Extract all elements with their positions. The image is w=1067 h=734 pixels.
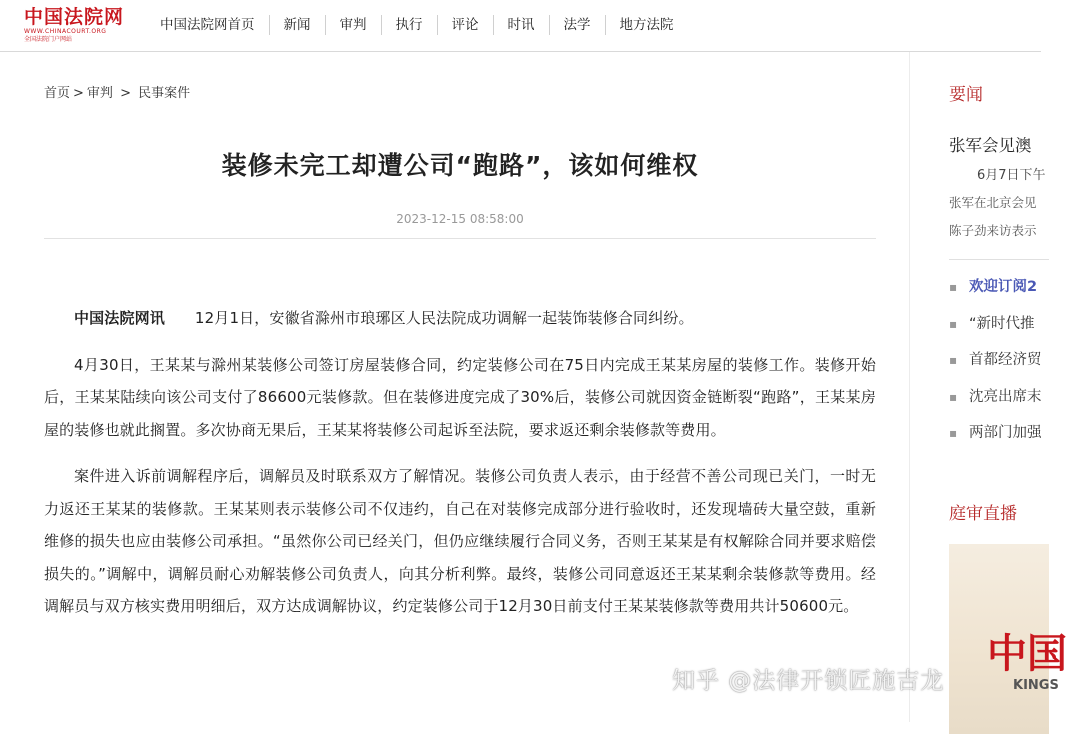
sidebar-news-item-label: 欢迎订阅2	[969, 279, 1038, 295]
article-paragraph: 4月30日，王某某与滁州某装修公司签订房屋装修合同，约定装修公司在75日内完成王某某房屋的装修工作。装修开始后，王某某陆续向该公司支付了86600元装修款。但在装修进度完成了30%后，装修公司就因资金链断裂“跑路”，王某某房屋的装修也就此搁置。多次协商无果后，王某某将装修公司起诉至法院，要求返还剩余装修款等费用。	[44, 355, 876, 439]
site-logo[interactable]	[24, 6, 125, 46]
logo-url: WWW.CHINACOURT.ORG	[24, 28, 107, 35]
live-banner-text: 中国	[987, 630, 1067, 677]
breadcrumb-separator: >	[115, 86, 131, 101]
title-divider	[44, 238, 876, 239]
main-nav	[146, 15, 688, 35]
zhihu-watermark: 知乎 @法律开锁匠施吉龙	[672, 668, 945, 694]
breadcrumb-trial[interactable]: 审判	[86, 86, 113, 101]
nav-item-commentary[interactable]: 评论	[437, 15, 493, 35]
bullet-icon: ▪	[949, 389, 958, 404]
article-date: 2023-12-15 08:58:00	[396, 212, 524, 226]
breadcrumb	[44, 82, 190, 101]
sidebar-news-item[interactable]	[949, 349, 1042, 386]
sidebar-headline[interactable]: 张军会见澳	[949, 136, 1032, 155]
article-title: 装修未完工却遭公司“跑路”，该如何维权	[221, 151, 699, 180]
sidebar-headline-summary: 陈子劲来访表示	[949, 223, 1037, 238]
logo-title: 中国法院网	[24, 6, 125, 28]
nav-item-trial[interactable]: 审判	[325, 15, 381, 35]
sidebar-live-title: 庭审直播	[949, 504, 1017, 524]
sidebar-news-item-label: 首都经济贸	[969, 352, 1042, 368]
article-source: 中国法院网讯	[74, 309, 165, 327]
nav-item-current-news[interactable]: 时讯	[493, 15, 549, 35]
sidebar-headline-time: 6月7日下午	[977, 168, 1046, 183]
article-container	[44, 52, 876, 722]
breadcrumb-separator: >	[73, 86, 84, 101]
bullet-icon: ▪	[949, 316, 958, 331]
nav-item-local-courts[interactable]: 地方法院	[605, 15, 688, 35]
breadcrumb-home[interactable]: 首页	[44, 86, 71, 101]
sidebar	[949, 52, 1067, 722]
article-lead-text: 12月1日，安徽省滁州市琅琊区人民法院成功调解一起装饰装修合同纠纷。	[194, 309, 694, 327]
sidebar-news-item[interactable]	[949, 386, 1042, 423]
sidebar-news-title: 要闻	[949, 85, 983, 105]
site-header	[0, 0, 1041, 52]
sidebar-news-item-label: 沈亮出席末	[969, 388, 1042, 405]
sidebar-news-item-label: 两部门加强	[969, 425, 1042, 441]
column-divider	[909, 52, 910, 722]
sidebar-divider	[949, 259, 1049, 260]
nav-item-jurisprudence[interactable]: 法学	[549, 15, 605, 35]
nav-item-home[interactable]: 中国法院网首页	[160, 17, 255, 33]
nav-item-execution[interactable]: 执行	[381, 15, 437, 35]
article-body	[44, 302, 876, 637]
live-banner-subtext: KINGS	[1013, 678, 1059, 693]
sidebar-news-item[interactable]	[949, 422, 1042, 459]
breadcrumb-civil-cases[interactable]: 民事案件	[138, 86, 191, 101]
sidebar-news-list	[949, 276, 1042, 459]
bullet-icon: ▪	[949, 426, 958, 440]
article-lead	[44, 302, 876, 335]
sidebar-news-item[interactable]	[949, 313, 1042, 350]
article-paragraph: 案件进入诉前调解程序后，调解员及时联系双方了解情况。装修公司负责人表示，由于经营不善公司现已关门，一时无力返还王某某的装修款。王某某则表示装修公司不仅违约，自己在对装修完成部分进行验收时，还发现墙砖大量空鼓，重新维修的损失也应由装修公司承担。“虽然你公司已经关门，但仍应继续履行合同义务，否则王某某是有权解除合同并要求赔偿损失的。”调解中，调解员耐心劝解装修公司负责人，向其分析利弊。最终，装修公司同意返还王某某剩余装修款等费用。经调解员与双方核实费用明细后，双方达成调解协议，约定装修公司于12月30日前支付王某某装修款等费用共计50600元。	[44, 467, 876, 615]
sidebar-news-item-label: “新时代推	[969, 315, 1035, 332]
bullet-icon: ▪	[949, 280, 958, 294]
sidebar-news-item[interactable]	[949, 276, 1042, 313]
bullet-icon: ▪	[949, 353, 958, 367]
logo-tagline: 全国法院门户网站	[24, 36, 73, 43]
live-trial-banner[interactable]	[949, 544, 1067, 734]
sidebar-headline-summary: 张军在北京会见	[949, 195, 1037, 210]
nav-item-news[interactable]: 新闻	[269, 15, 325, 35]
